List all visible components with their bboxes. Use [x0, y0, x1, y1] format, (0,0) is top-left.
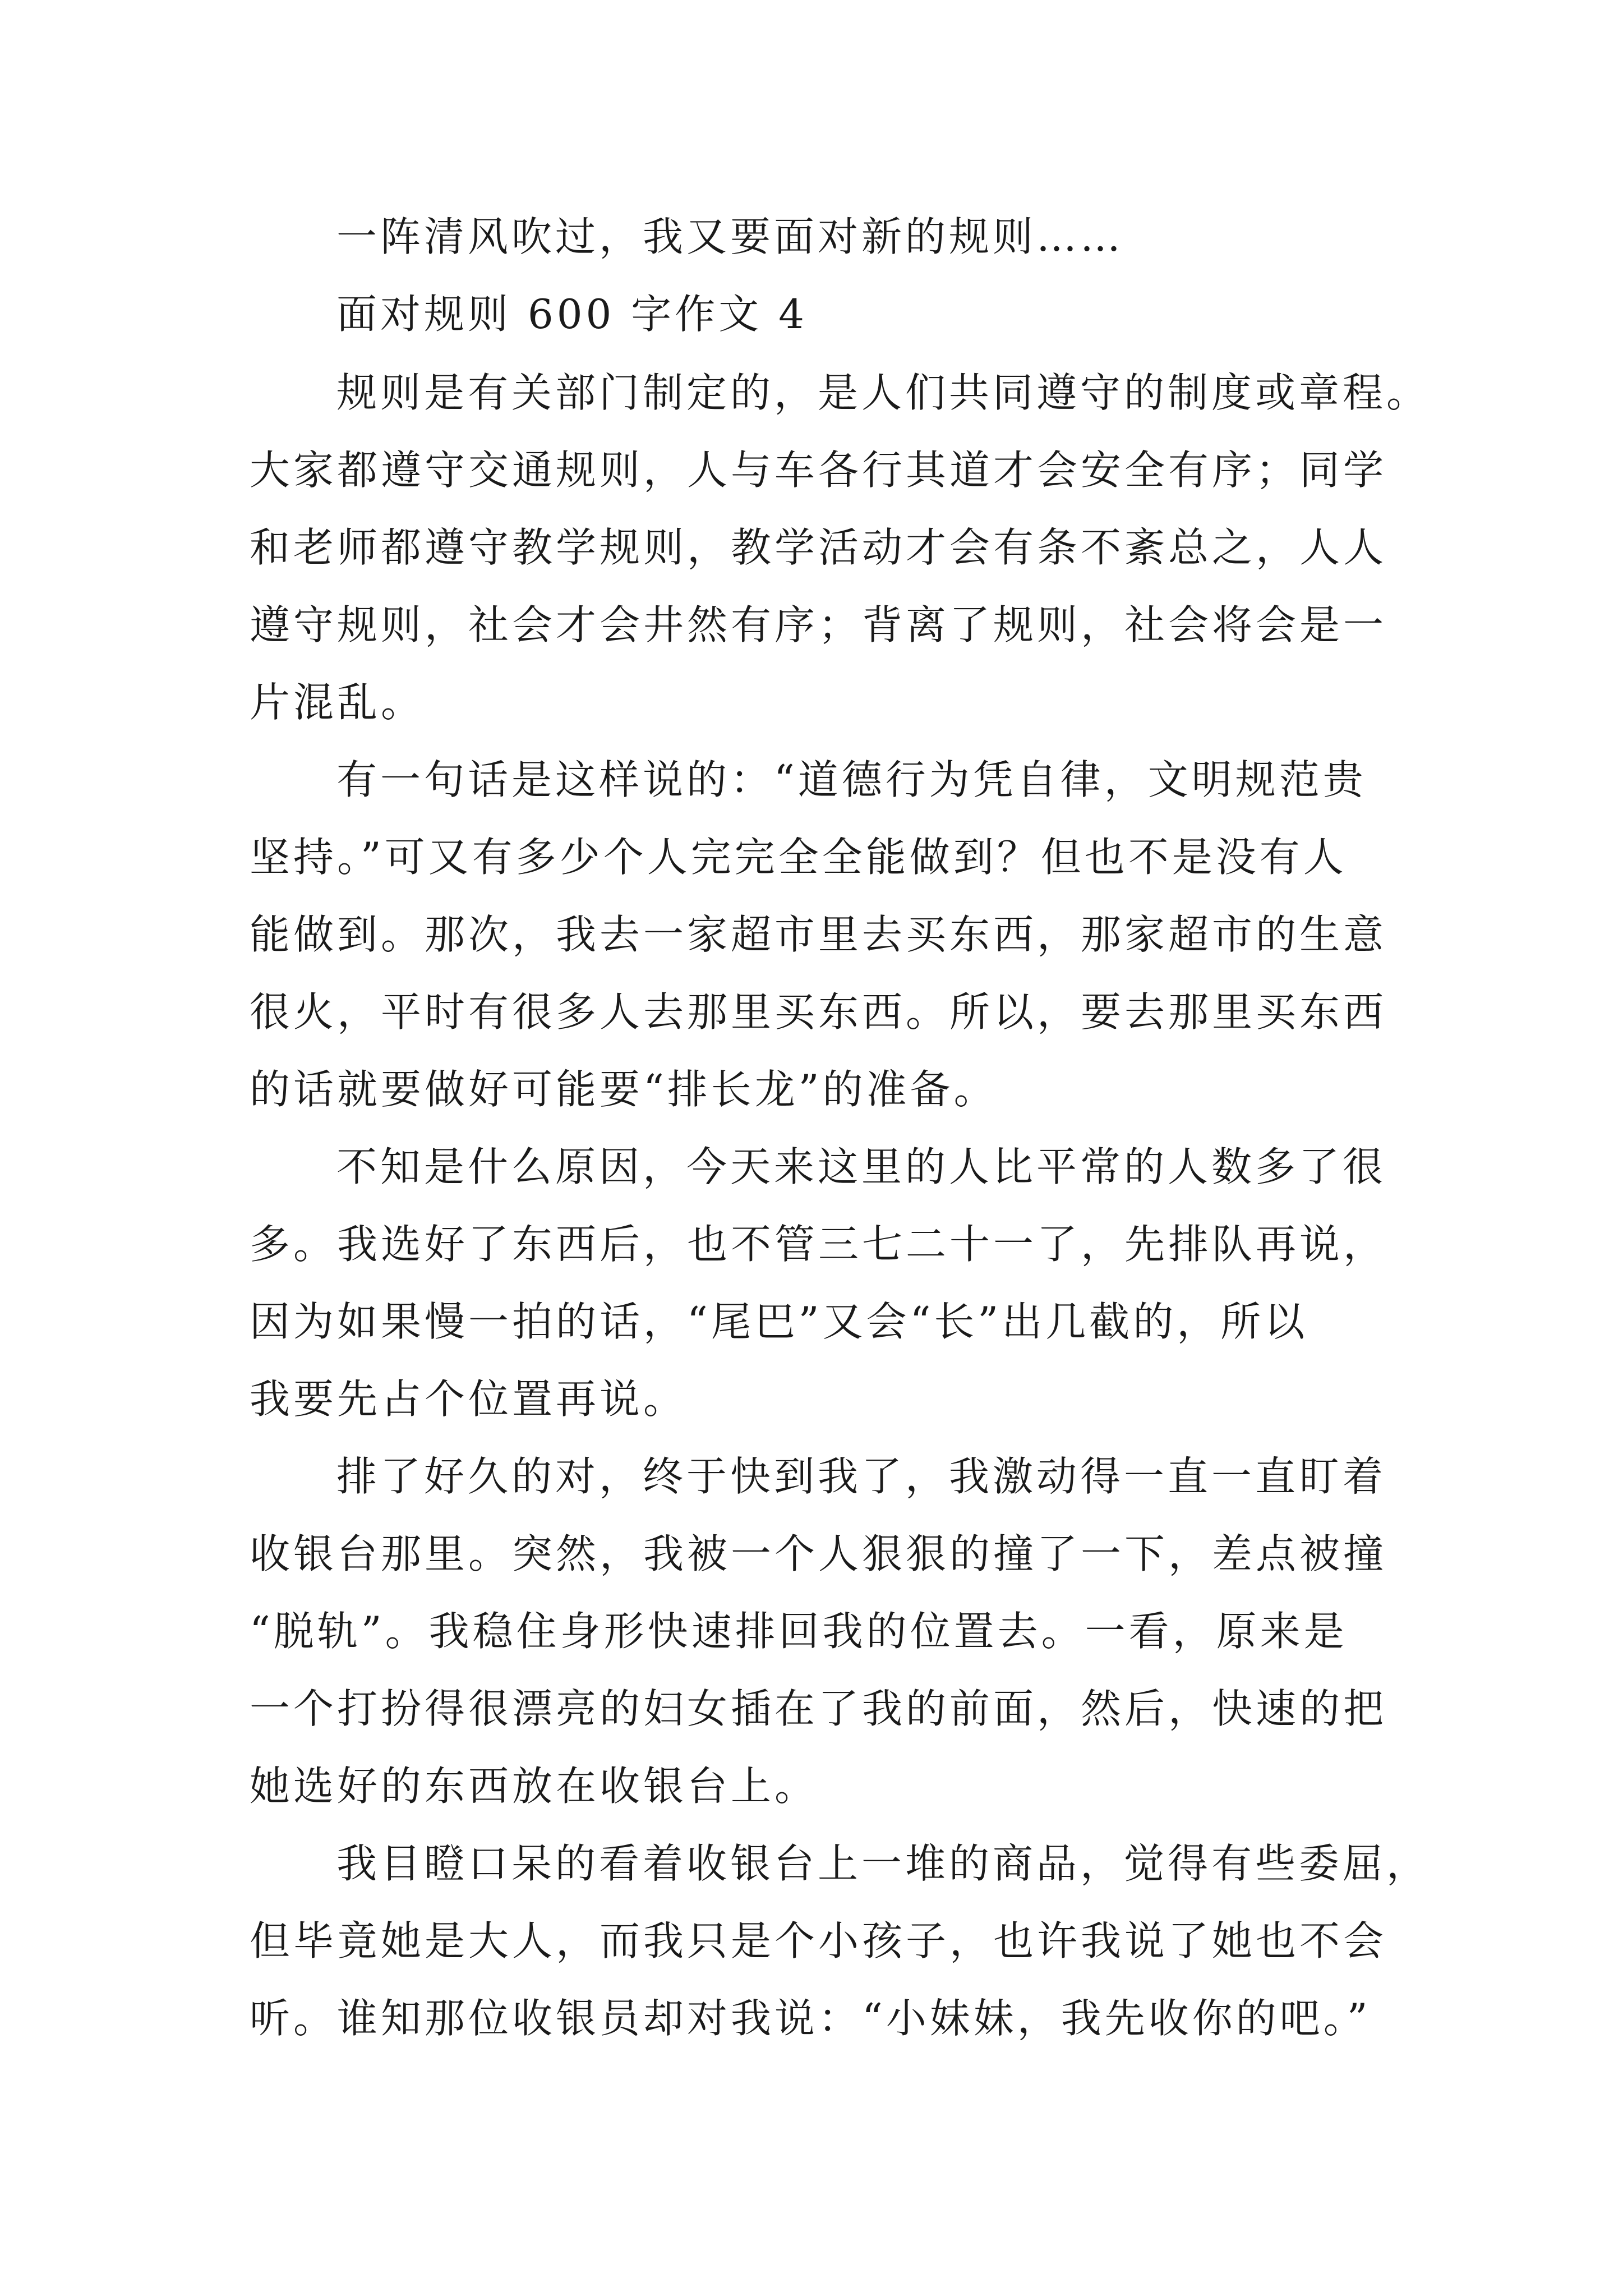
text-line: 片混乱。	[250, 679, 425, 726]
text-line: 规则是有关部门制定的，是人们共同遵守的制度或章程。	[336, 369, 1431, 416]
text-line: 我要先占个位置再说。	[250, 1375, 688, 1423]
text-line: 不知是什么原因，今天来这里的人比平常的人数多了很	[336, 1143, 1387, 1190]
text-line: 多。我选好了东西后，也不管三七二十一了，先排队再说，	[250, 1221, 1387, 1268]
text-line: 有一句话是这样说的：“道德行为凭自律，文明规范贵	[336, 756, 1367, 803]
section-heading: 面对规则 600 字作文 4	[336, 291, 808, 338]
text-line: 大家都遵守交通规则，人与车各行其道才会安全有序；同学	[250, 447, 1387, 494]
text-line: 排了好久的对，终于快到我了，我激动得一直一直盯着	[336, 1453, 1387, 1500]
text-line: 和老师都遵守教学规则，教学活动才会有条不紊总之，人人	[250, 524, 1387, 571]
text-line: 她选好的东西放在收银台上。	[250, 1763, 819, 1810]
text-line: 因为如果慢一拍的话，“尾巴”又会“长”出几截的，所以	[250, 1298, 1308, 1345]
text-line: 收银台那里。突然，我被一个人狠狠的撞了一下，差点被撞	[250, 1530, 1387, 1577]
text-line: 但毕竟她是大人，而我只是个小孩子，也许我说了她也不会	[250, 1917, 1387, 1964]
text-line: 能做到。那次，我去一家超市里去买东西，那家超市的生意	[250, 911, 1387, 958]
text-line: 一阵清风吹过，我又要面对新的规则……	[336, 213, 1124, 260]
text-line: 听。谁知那位收银员却对我说：“小妹妹，我先收你的吧。”	[250, 1995, 1371, 2042]
text-line: 我目瞪口呆的看着收银台上一堆的商品，觉得有些委屈，	[336, 1840, 1431, 1887]
text-line: “脱轨”。我稳住身形快速排回我的位置去。一看，原来是	[250, 1608, 1348, 1655]
text-line: 的话就要做好可能要“排长龙”的准备。	[250, 1066, 998, 1113]
text-line: 一个打扮得很漂亮的妇女插在了我的前面，然后，快速的把	[250, 1685, 1387, 1732]
text-line: 遵守规则，社会才会井然有序；背离了规则，社会将会是一	[250, 601, 1387, 648]
text-line: 很火，平时有很多人去那里买东西。所以，要去那里买东西	[250, 988, 1387, 1036]
text-line: 坚持。”可又有多少个人完完全全能做到？但也不是没有人	[250, 834, 1347, 881]
